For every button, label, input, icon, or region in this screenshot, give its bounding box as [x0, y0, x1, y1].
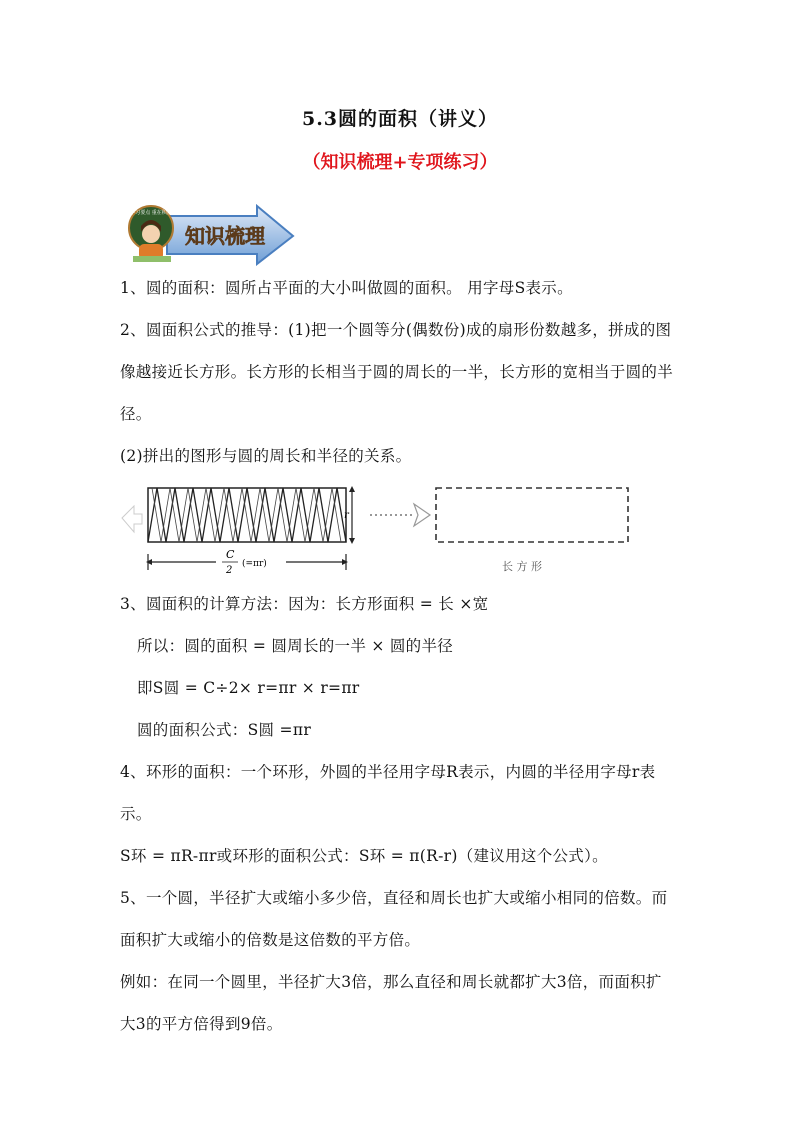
- half-circumference-value: (=πr): [242, 559, 267, 569]
- paragraph-3d: 圆的面积公式：S圆 =πr: [137, 721, 312, 739]
- paragraph-3a: 3、圆面积的计算方法：因为：长方形面积 = 长 ×宽: [120, 595, 489, 613]
- page-title: 5.3圆的面积（讲义）: [301, 108, 499, 130]
- radius-label: r: [344, 510, 349, 521]
- derivation-svg: [118, 478, 638, 580]
- half-circumference-denominator: 2: [226, 565, 233, 576]
- badge-board-text: 学习要点 重在积累: [130, 210, 172, 216]
- area-derivation-diagram: [118, 478, 638, 580]
- page-subtitle: （知识梳理+专项练习）: [302, 152, 498, 173]
- paragraph-4a: 4、环形的面积：一个环形，外圆的半径用字母R表示，内圆的半径用字母r表: [120, 763, 656, 781]
- paragraph-3b: 所以：圆的面积 = 圆周长的一半 × 圆的半径: [137, 637, 454, 655]
- paragraph-2a: 2、圆面积公式的推导：(1)把一个圆等分(偶数份)成的扇形份数越多，拼成的图: [120, 321, 672, 339]
- paragraph-1: 1、圆的面积：圆所占平面的大小叫做圆的面积。 用字母S表示。: [120, 279, 573, 297]
- paragraph-2b: 像越接近长方形。长方形的长相当于圆的周长的一半，长方形的宽相当于圆的半: [120, 363, 674, 381]
- paragraph-2d: (2)拼出的图形与圆的周长和半径的关系。: [120, 447, 412, 465]
- badge-graphic: [127, 204, 295, 266]
- badge-label: 知识梳理: [185, 224, 265, 248]
- resulting-rectangle: [436, 488, 628, 542]
- paragraph-5a: 5、一个圆，半径扩大或缩小多少倍，直径和周长也扩大或缩小相同的倍数。而: [120, 889, 668, 907]
- teacher-face: [142, 225, 160, 243]
- knowledge-badge: [127, 204, 295, 266]
- half-circumference-numerator: C: [226, 548, 235, 561]
- paragraph-4b: 示。: [120, 805, 152, 823]
- rectangle-caption: 长 方 形: [502, 560, 542, 573]
- paragraph-5c: 例如：在同一个圆里，半径扩大3倍，那么直径和周长就都扩大3倍，而面积扩: [120, 973, 662, 991]
- paragraph-3c: 即S圆 = C÷2× r=πr × r=πr: [137, 679, 360, 697]
- paragraph-5b: 面积扩大或缩小的倍数是这倍数的平方倍。: [120, 931, 421, 949]
- transform-arrow-head: [414, 504, 430, 526]
- paragraph-2c: 径。: [120, 405, 152, 423]
- paragraph-4c: S环 = πR-πr或环形的面积公式：S环 = π(R-r)（建议用这个公式）。: [120, 847, 608, 865]
- paragraph-5d: 大3的平方倍得到9倍。: [120, 1015, 283, 1033]
